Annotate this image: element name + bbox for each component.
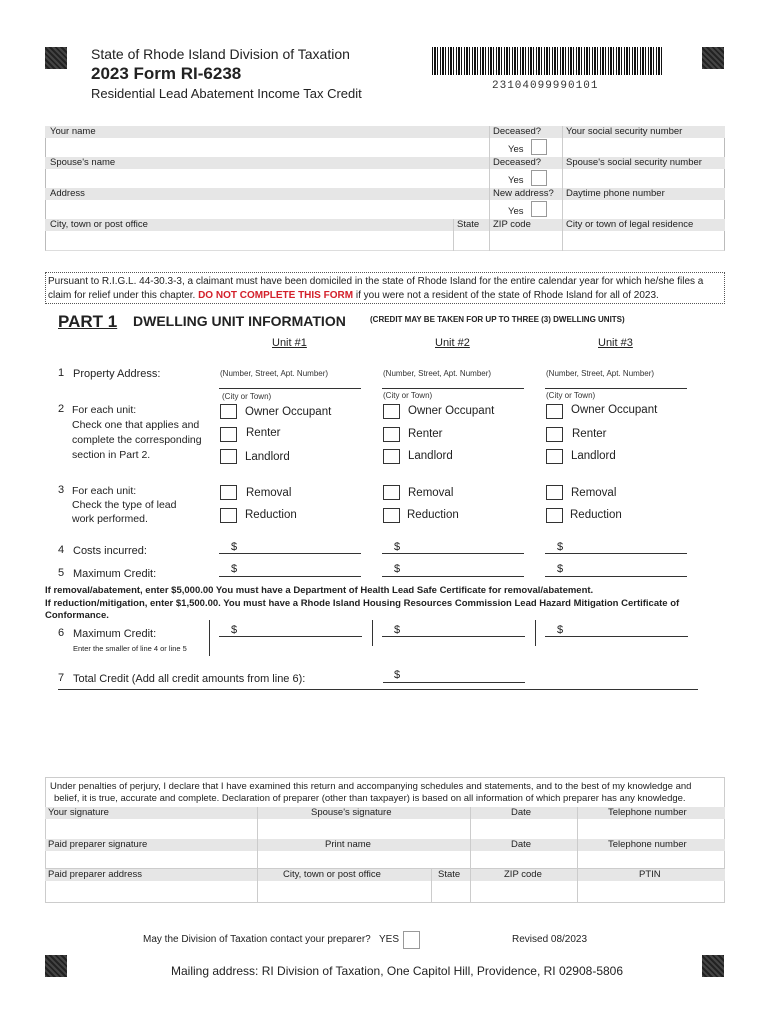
revised-date: Revised 08/2023 [512,934,588,945]
preparer-address-label: Paid preparer address [48,869,142,880]
contact-preparer-checkbox[interactable] [403,931,420,949]
state-label: State [457,219,480,230]
preparer-signature-label: Paid preparer signature [48,839,148,850]
legal-residence-label: City or town of legal residence [566,219,694,230]
unit-1-renter-label: Renter [246,427,281,439]
line-6-hint: Enter the smaller of line 4 or line 5 [73,644,187,653]
address-label: Address [50,188,85,199]
print-name-label: Print name [325,839,371,850]
unit-1-landlord-label: Landlord [245,451,290,463]
unit-2-removal-checkbox[interactable] [383,485,400,500]
notice-text: claim for relief under this chapter. [48,290,196,301]
unit-1-line6-field[interactable] [219,636,362,637]
unit-1-max-credit-field[interactable] [219,576,361,577]
dollar-sign: $ [557,541,564,553]
line-6-label: Maximum Credit: [73,628,157,640]
unit-3-city-hint: (City or Town) [546,391,596,400]
form-title: 2023 Form RI-6238 [91,64,242,83]
part-1-bottom-rule [58,689,698,690]
unit-2-renter-checkbox[interactable] [383,427,400,442]
row-address-labels [45,188,725,200]
unit-2-owner-checkbox[interactable] [383,404,400,419]
line-2-text: For each unit: [72,404,137,416]
new-address-checkbox[interactable] [531,201,547,217]
unit-2-max-credit-field[interactable] [382,576,524,577]
line-2-number: 2 [58,403,65,415]
notice-line-2 [48,289,722,303]
unit-3-costs-field[interactable] [545,553,687,554]
unit-1-renter-checkbox[interactable] [220,427,237,442]
unit-2-owner-label: Owner Occupant [408,405,495,417]
ptin-label: PTIN [639,869,661,880]
line-1-label: Property Address: [73,368,161,380]
unit-3-renter-label: Renter [572,428,607,440]
grid-divider [577,839,578,869]
line-7-label: Total Credit (Add all credit amounts from line 6): [73,673,306,685]
grid-divider [453,219,454,251]
dollar-sign: $ [231,563,238,575]
unit-1-street-line[interactable] [219,388,361,389]
unit-1-reduction-checkbox[interactable] [220,508,237,523]
unit-2-line6-field[interactable] [382,636,525,637]
registration-mark-bottom-right [702,955,724,977]
contact-preparer-question: May the Division of Taxation contact your preparer? [143,934,371,945]
zip-label: ZIP code [493,219,531,230]
grid-divider [257,869,258,903]
city-label: City, town or post office [50,219,148,230]
grid-divider [577,807,578,841]
unit-1-owner-checkbox[interactable] [220,404,237,419]
dollar-sign: $ [394,624,401,636]
line-3-text: work performed. [72,513,148,525]
spouse-deceased-label: Deceased? [493,157,542,168]
registration-mark-bottom-left [45,955,67,977]
unit-2-landlord-label: Landlord [408,450,453,462]
unit-3-street-line[interactable] [545,388,687,389]
grid-divider [257,839,258,869]
registration-mark-top-left [45,47,67,69]
notice-text-end: if you were not a resident of the state of Rhode Island for all of 2023. [355,290,659,301]
line-2-text: section in Part 2. [72,449,151,461]
line-3-number: 3 [58,484,65,496]
declaration-text: Under penalties of perjury, I declare that I have examined this return and accompanying schedules and statements, and to the best of my knowledge and [50,781,692,792]
barcode [432,47,662,75]
preparer-address-field-row[interactable] [45,881,725,903]
line-1-number: 1 [58,367,65,379]
grid-divider [577,869,578,903]
line-4-number: 4 [58,544,65,556]
unit-3-reduction-checkbox[interactable] [546,508,563,523]
line-2-text: complete the corresponding [72,434,202,446]
line-5-number: 5 [58,567,65,579]
unit-2-header: Unit #2 [435,337,470,349]
deceased-yes-label: Yes [508,144,524,155]
unit-2-costs-field[interactable] [382,553,524,554]
preparer-address-label-row [45,869,725,881]
line-5-label: Maximum Credit: [73,568,157,580]
spouse-signature-label: Spouse's signature [311,807,392,818]
deceased-checkbox[interactable] [531,139,547,155]
dollar-sign: $ [557,624,564,636]
preparer-field-row[interactable] [45,851,725,869]
dollar-sign: $ [231,541,238,553]
line6-bracket [372,620,373,646]
unit-3-owner-label: Owner Occupant [571,404,658,416]
phone-label: Daytime phone number [566,188,665,199]
reduction-note-text: If reduction/mitigation, enter $1,500.00. You must have a Rhode Island Housing Resources Commission Lead Hazard Mitigation Certificate of [45,598,680,609]
part-1-label: PART 1 [58,312,118,331]
line-3-instructions [72,484,176,526]
preparer-state-label: State [438,869,461,880]
your-name-field[interactable] [45,138,725,158]
unit-3-renter-checkbox[interactable] [546,427,563,442]
unit-2-city-hint: (City or Town) [383,391,433,400]
line-2-instructions [72,403,202,463]
line-6-number: 6 [58,627,65,639]
unit-3-landlord-checkbox[interactable] [546,449,563,464]
unit-2-street-hint: (Number, Street, Apt. Number) [383,369,492,378]
barcode-number: 23104099990101 [492,80,599,92]
unit-3-street-hint: (Number, Street, Apt. Number) [546,369,655,378]
spouse-deceased-yes-label: Yes [508,175,524,186]
unit-1-removal-checkbox[interactable] [220,485,237,500]
line-3-text: Check the type of lead [72,499,177,511]
unit-1-reduction-label: Reduction [245,509,297,521]
line-7-number: 7 [58,672,65,684]
unit-2-landlord-checkbox[interactable] [383,449,400,464]
grid-divider [470,807,471,841]
spouse-ssn-label: Spouse's social security number [566,157,702,168]
dollar-sign: $ [394,541,401,553]
signature-label-row [45,807,725,819]
row-spouse-labels [45,157,725,169]
removal-note: If removal/abatement, enter $5,000.00 You must have a Department of Health Lead Safe Certificate for removal/abatement. [45,585,594,596]
total-credit-field[interactable] [383,682,525,683]
unit-1-removal-label: Removal [246,487,292,499]
row-city-labels [45,219,725,231]
telephone-label: Telephone number [608,807,687,818]
unit-1-header: Unit #1 [272,337,307,349]
unit-3-owner-checkbox[interactable] [546,404,563,419]
unit-1-costs-field[interactable] [219,553,361,554]
unit-3-landlord-label: Landlord [571,450,616,462]
perjury-declaration [50,781,725,805]
signature-field-row[interactable] [45,819,725,841]
spouse-deceased-checkbox[interactable] [531,170,547,186]
preparer-zip-label: ZIP code [504,869,542,880]
unit-2-renter-label: Renter [408,428,443,440]
grid-divider [562,126,563,251]
unit-2-reduction-label: Reduction [407,509,459,521]
deceased-label: Deceased? [493,126,542,137]
new-address-label: New address? [493,188,554,199]
reduction-note-text: Conformance. [45,610,109,621]
your-name-label: Your name [50,126,96,137]
unit-3-max-credit-field[interactable] [545,576,687,577]
grid-divider [489,126,490,251]
dollar-sign: $ [557,563,564,575]
grid-divider [470,869,471,903]
contact-yes-label: YES [379,934,400,945]
unit-2-street-line[interactable] [382,388,524,389]
date-label: Date [511,807,532,818]
unit-1-street-hint: (Number, Street, Apt. Number) [220,369,329,378]
new-address-yes-label: Yes [508,206,524,217]
row-name-labels [45,126,725,138]
notice-warning: DO NOT COMPLETE THIS FORM [198,290,354,301]
unit-2-reduction-checkbox[interactable] [383,508,400,523]
reduction-note [45,598,735,622]
declaration-text: belief, it is true, accurate and complete. Declaration of preparer (other than taxpayer) is based on all information of which preparer has any knowledge. [54,793,686,804]
telephone-label: Telephone number [608,839,687,850]
grid-divider [431,869,432,903]
unit-1-owner-label: Owner Occupant [245,406,332,418]
part-1-title: DWELLING UNIT INFORMATION [133,313,346,329]
grid-divider [470,839,471,869]
unit-1-city-hint: (City or Town) [222,392,272,401]
registration-mark-top-right [702,47,724,69]
dollar-sign: $ [231,624,238,636]
part-1-note: (CREDIT MAY BE TAKEN FOR UP TO THREE (3) DWELLING UNITS) [370,315,625,324]
unit-3-reduction-label: Reduction [570,509,622,521]
dollar-sign: $ [394,669,401,681]
grid-divider [257,807,258,841]
unit-3-line6-field[interactable] [545,636,688,637]
notice-line-1: Pursuant to R.I.G.L. 44-30.3-3, a claimant must have been domiciled in the state of Rhode Island for the entire calendar year for which he/she files a [48,276,704,287]
unit-2-removal-label: Removal [408,487,454,499]
line6-bracket [209,620,210,656]
date-label: Date [511,839,532,850]
your-signature-label: Your signature [48,807,109,818]
mailing-address: Mailing address: RI Division of Taxation, One Capitol Hill, Providence, RI 02908-5806 [171,964,624,978]
unit-3-header: Unit #3 [598,337,633,349]
line-2-text: Check one that applies and [72,419,200,431]
form-subtitle: Residential Lead Abatement Income Tax Credit [91,86,362,101]
unit-1-landlord-checkbox[interactable] [220,449,237,464]
preparer-city-label: City, town or post office [283,869,381,880]
preparer-label-row [45,839,725,851]
dollar-sign: $ [394,563,401,575]
address-field[interactable] [45,200,725,220]
agency-name: State of Rhode Island Division of Taxation [91,46,350,62]
city-field[interactable] [45,231,725,251]
line-4-label: Costs incurred: [73,545,147,557]
spouse-name-field[interactable] [45,169,725,189]
unit-3-removal-label: Removal [571,487,617,499]
line6-bracket [535,620,536,646]
spouse-name-label: Spouse's name [50,157,116,168]
unit-3-removal-checkbox[interactable] [546,485,563,500]
line-3-text: For each unit: [72,485,137,497]
ssn-label: Your social security number [566,126,683,137]
residency-notice [45,272,725,304]
